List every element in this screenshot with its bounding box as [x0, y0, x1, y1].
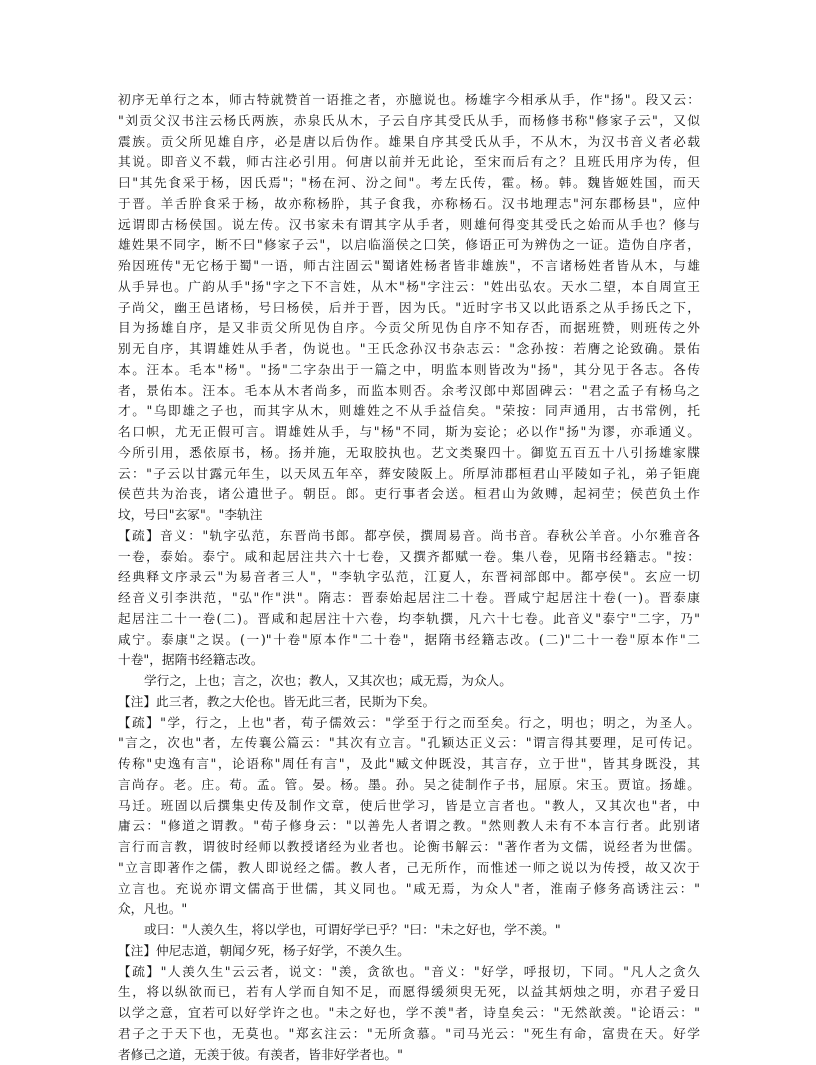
text-line: 才。"乌即雄之子也，而其字从木，则雄姓之不从手益信矣。"荣按：同声通用，古书常例，托 [118, 401, 700, 422]
text-line: 【疏】"学，行之，上也"者，荀子儒效云："学至于行之而至矣。行之，明也；明之，为圣人。 [118, 713, 700, 734]
text-line: 云："子云以甘露元年生，以天凤五年卒，葬安陵阪上。所厚沛郡桓君山平陵如子礼，弟子钜鹿 [118, 464, 700, 485]
text-line: 从手异也。广韵从手"扬"字之下不言姓，从木"杨"字注云："姓出弘农。天水二望，本自周宣王 [118, 277, 700, 298]
text-line: 雄姓果不同字，断不曰"修家子云"，以启临淄侯之囗笑，修语正可为辨伪之一证。造伪自序者， [118, 235, 700, 256]
text-line: 者修己之道，无羡于彼。有羡者，皆非好学者也。" [118, 1045, 700, 1065]
text-line: 传称"史逸有言"，论语称"周任有言"，及此"臧文仲既没，其言存，立于世"，皆其身既没，其 [118, 754, 700, 775]
text-line: 震族。贡父所见雄自序，必是唐以后伪作。雄果自序其受氏从手，不从木，为汉书音义者必载 [118, 132, 700, 153]
text-line: "立言即著作之儒，教人即说经之儒。教人者，己无所作，而惟述一师之说以为传授，故又次于 [118, 858, 700, 879]
text-line: 马迁。班固以后撰集史传及制作文章，使后世学习，皆是立言者也。"教人，又其次也"者，中 [118, 796, 700, 817]
text-line: 君子之于天下也，无莫也。"郑玄注云："无所贪慕。"司马光云："死生有命，富贵在天。好学 [118, 1024, 700, 1045]
text-line: 起居注二十一卷(二)。晋咸和起居注十六卷，均李轨撰，凡六十七卷。此音义"泰宁"二字，乃" [118, 609, 700, 630]
text-line: 众，凡也。" [118, 899, 700, 920]
text-line: 远谓即古杨侯国。说左传。汉书家未有谓其字从手者，则雄何得变其受氏之始而从手也？修与 [118, 215, 700, 236]
text-line: 本。汪本。毛本"杨"。"扬"二字杂出于一篇之中，明监本则皆改为"扬"，其分见于各志。各传 [118, 360, 700, 381]
text-line: 咸宁。泰康"之误。(一)"十卷"原本作"二十卷"，据隋书经籍志改。(二)"二十一卷"原本作"二 [118, 630, 700, 651]
text-line: 名口帜，尤无正假可言。谓雄姓从手，与"杨"不同，斯为妄论；必以作"扬"为谬，亦乖通义。 [118, 422, 700, 443]
text-line: "刘贡父汉书注云杨氏两族，赤泉氏从木，子云自序其受氏从手，而杨修书称"修家子云"，又似 [118, 111, 700, 132]
text-line: 【疏】音义："轨字弘范，东晋尚书郎。都亭侯，撰周易音。尚书音。春秋公羊音。小尔雅音各 [118, 526, 700, 547]
text-line: 经音义引李洪范，"弘"作"洪"。隋志：晋泰始起居注二十卷。晋咸宁起居注十卷(一)。晋泰康 [118, 588, 700, 609]
text-line: 学行之，上也；言之，次也；教人，又其次也；咸无焉，为众人。 [118, 671, 700, 692]
text-line: "言之，次也"者，左传襄公篇云："其次有立言。"孔颖达正义云："谓言得其要理，足可传记。 [118, 733, 700, 754]
text-line: 言行而言教，谓彼时经师以教授诸经为业者也。论衡书解云："著作者为文儒，说经者为世儒。 [118, 837, 700, 858]
text-line: 【疏】"人羡久生"云云者，说文："羡，贪欲也。"音义："好学，呼报切，下同。"凡人之贪久 [118, 962, 700, 983]
text-line: 初序无单行之本，师古特就赞首一语推之者，亦臆说也。杨雄字今相承从手，作"扬"。段又云： [118, 90, 700, 111]
text-line: 今所引用，悉依原书，杨。扬并施，无取胶执也。艺文类聚四十。御览五百五十八引扬雄家牒 [118, 443, 700, 464]
text-line: 【注】此三者，教之大伦也。皆无此三者，民斯为下矣。 [118, 692, 700, 713]
text-line: 【注】仲尼志道，朝闻夕死，杨子好学，不羡久生。 [118, 941, 700, 962]
text-line: 殆因班传"无它杨于蜀"一语，师古注固云"蜀诸姓杨者皆非雄族"，不言诸杨姓者皆从木，与雄 [118, 256, 700, 277]
text-line: 坟，号曰"玄冢"。"李轨注 [118, 505, 700, 526]
text-line: 经典释文序录云"为易音者三人"，"李轨字弘范，江夏人，东晋祠部郎中。都亭侯"。玄应一切 [118, 567, 700, 588]
text-line: 其说。即音义不载，师古注必引用。何唐以前并无此论，至宋而后有之？且班氏用序为传，但 [118, 152, 700, 173]
text-line: 十卷"，据隋书经籍志改。 [118, 650, 700, 671]
text-line: 侯芭共为治丧，诸公遣世子。朝臣。郎。吏行事者会送。桓君山为敛赙，起祠茔；侯芭负土作 [118, 484, 700, 505]
text-line: 言尚存。老。庄。荀。孟。管。晏。杨。墨。孙。吴之徒制作子书，屈原。宋玉。贾谊。扬雄。 [118, 775, 700, 796]
text-line: 别无自序，其谓雄姓从手者，伪说也。"王氏念孙汉书杂志云："念孙按：若膺之论致确。景佑 [118, 339, 700, 360]
text-line: 一卷，泰始。泰宁。咸和起居注共六十七卷，又撰齐都赋一卷。集八卷，见隋书经籍志。"按： [118, 547, 700, 568]
text-line: 生，将以纵欲而已，若有人学而自知不足，而愿得缓须臾无死，以益其炳烛之明，亦君子爱日 [118, 982, 700, 1003]
text-line: 庸云："修道之谓教。"荀子修身云："以善先人者谓之教。"然则教人未有不本言行者。此别诸 [118, 816, 700, 837]
text-line: 目为扬雄自序，是又非贡父所见伪自序。今贡父所见伪自序不知存否，而据班赞，则班传之外 [118, 318, 700, 339]
text-line: 于晋。羊舌肸食采于杨，故亦称杨肸，其子食我，亦称杨石。汉书地理志"河东郡杨县"，应仲 [118, 194, 700, 215]
text-line: 曰"其先食采于杨，因氏焉"；"杨在河、汾之间"。考左氏传，霍。杨。韩。魏皆姬姓国，而天 [118, 173, 700, 194]
document-page [118, 90, 700, 1065]
text-line: 者，景佑本。汪本。毛本从木者尚多，而监本则否。余考汉郎中郑固碑云："君之孟子有杨乌之 [118, 381, 700, 402]
text-line: 立言也。充说亦谓文儒高于世儒，其义同也。"咸无焉，为众人"者，淮南子修务高诱注云：" [118, 879, 700, 900]
text-line: 或曰："人羡久生，将以学也，可谓好学已乎？"曰："未之好也，学不羡。" [118, 920, 700, 941]
text-line: 子尚父，幽王邑诸杨，号曰杨侯，后并于晋，因为氏。"近时字书又以此语系之从手扬氏之下， [118, 298, 700, 319]
text-line: 以学之意，宜若可以好学许之也。"未之好也，学不羡"者，诗皇矣云："无然歆羡。"论语云：" [118, 1003, 700, 1024]
